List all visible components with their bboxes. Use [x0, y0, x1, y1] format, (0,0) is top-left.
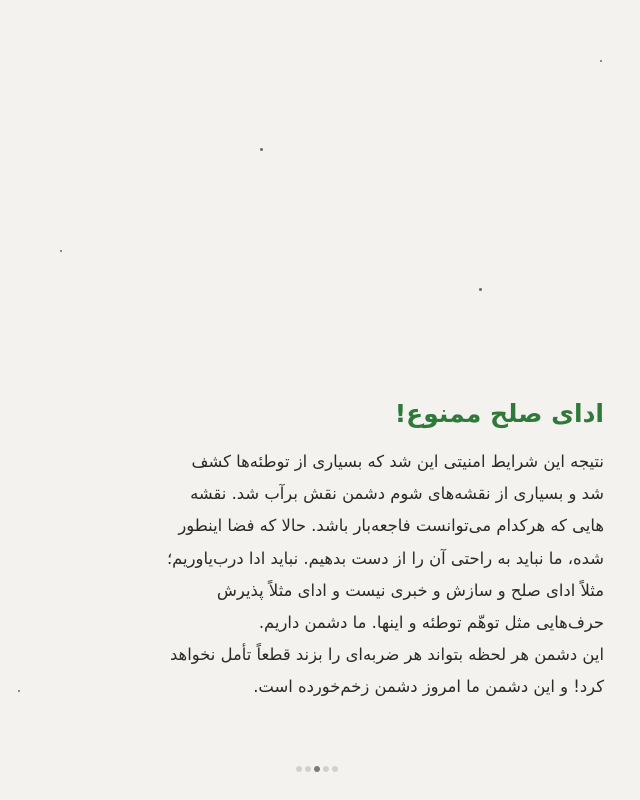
body-line: این دشمن هر لحظه بتواند هر ضربه‌ای را بزند قطعاً تأمل نخواهد — [169, 645, 604, 665]
pagination-dot[interactable] — [323, 766, 329, 772]
article — [34, 394, 604, 704]
pagination-dot[interactable] — [332, 766, 338, 772]
carousel-pagination — [296, 766, 338, 772]
paper-speck — [60, 250, 62, 252]
paper-speck — [479, 288, 482, 291]
body-line: مثلاً ادای صلح و سازش و خبری نیست و ادای مثلاً پذیرش — [216, 580, 604, 600]
body-line: حرف‌هایی مثل توهّم توطئه و اینها. ما دشمن داریم. — [258, 613, 604, 633]
pagination-dot[interactable] — [296, 766, 302, 772]
pagination-dot-active[interactable] — [314, 766, 320, 772]
article-body — [34, 446, 604, 704]
body-line: شده، ما نباید به راحتی آن را از دست بدهیم. نباید ادا درب‌یاوریم؛ — [166, 548, 604, 568]
paper-speck — [260, 148, 263, 151]
body-line: شد و بسیاری از نقشه‌های شوم دشمن نقش برآب شد. نقشه — [190, 484, 604, 504]
body-line: نتیجه این شرایط امنیتی این شد که بسیاری از توطئه‌ها کشف — [191, 452, 604, 471]
pagination-dot[interactable] — [305, 766, 311, 772]
article-title: ادای صلح ممنوع! — [394, 399, 604, 428]
body-line: کرد! و این دشمن ما امروز دشمن زخم‌خورده است. — [253, 677, 604, 697]
body-line: هایی که هرکدام می‌توانست فاجعه‌بار باشد. حالا که فضا اینطور — [178, 516, 604, 536]
paper-speck — [18, 690, 20, 692]
paper-speck — [600, 60, 602, 62]
